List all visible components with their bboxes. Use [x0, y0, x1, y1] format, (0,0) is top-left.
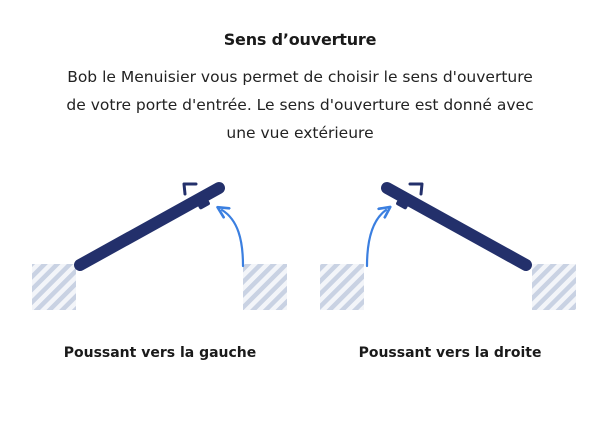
wall-right-jamb [243, 264, 287, 310]
wall-left-jamb [320, 264, 364, 310]
description-line: de votre porte d'entrée. Le sens d'ouverture est donné avec [66, 96, 534, 114]
door-leaf [387, 184, 531, 270]
door-right-diagram [320, 184, 576, 310]
section-title: Sens d’ouverture [223, 30, 377, 49]
door-leaf [76, 184, 220, 270]
option-label-left: Poussant vers la gauche [63, 345, 257, 361]
door-lever-icon [410, 184, 422, 194]
opening-direction-arrow-icon [222, 210, 243, 266]
door-lever-icon [184, 184, 196, 194]
wall-left-jamb [32, 264, 76, 310]
opening-direction-arrow-icon [367, 210, 386, 266]
wall-right-jamb [532, 264, 576, 310]
option-label-right: Poussant vers la droite [358, 345, 542, 361]
description-line: une vue extérieure [226, 124, 374, 142]
description-line: Bob le Menuisier vous permet de choisir le sens d'ouverture [67, 68, 533, 86]
door-left-diagram [32, 184, 287, 310]
